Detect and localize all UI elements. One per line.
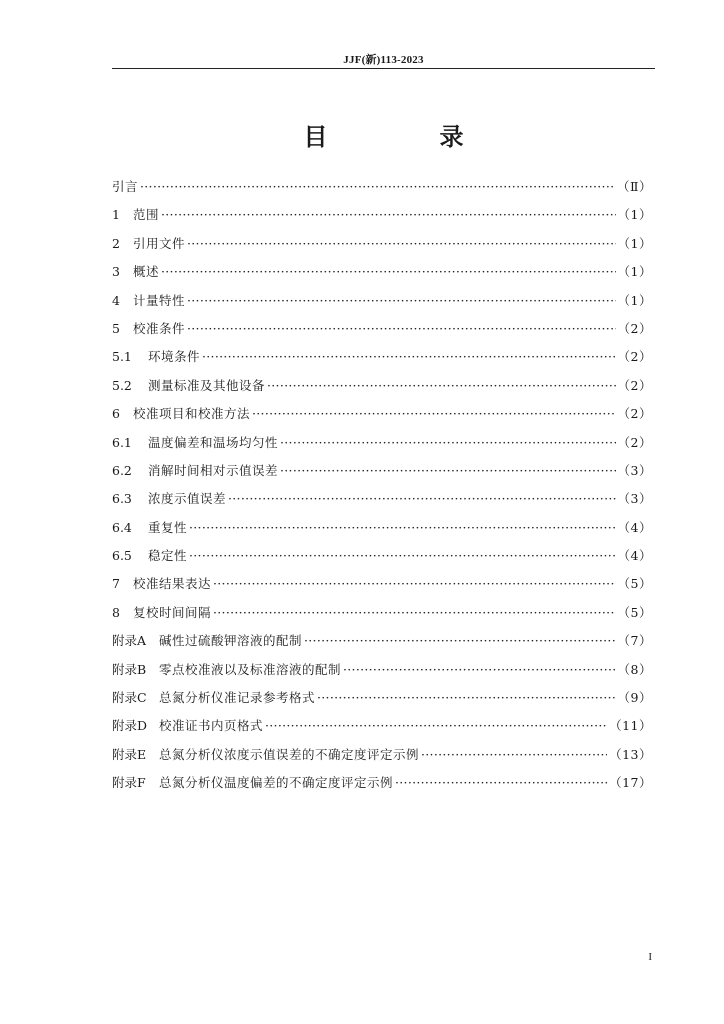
toc-entry-number: 附录A bbox=[112, 633, 147, 649]
toc-leader-dots bbox=[189, 542, 616, 570]
toc-entry-page: （2） bbox=[617, 377, 652, 393]
toc-entry[interactable] bbox=[112, 230, 652, 258]
toc-entry-number: 1 bbox=[112, 207, 120, 223]
toc-entry-page: （1） bbox=[617, 207, 652, 223]
toc-entry-label: 概述 bbox=[133, 264, 160, 280]
document-code-header: JJF(新)113-2023 bbox=[343, 54, 424, 66]
toc-entry[interactable] bbox=[112, 429, 652, 457]
toc-entry-label: 引用文件 bbox=[133, 235, 186, 251]
toc-entry-number: 附录B bbox=[112, 661, 147, 677]
toc-entry[interactable] bbox=[112, 485, 652, 513]
page-number: I bbox=[648, 951, 652, 963]
toc-entry-page: （1） bbox=[617, 235, 652, 251]
toc-entry-page: （1） bbox=[617, 264, 652, 280]
toc-entry[interactable] bbox=[112, 201, 652, 229]
toc-entry-page: （8） bbox=[617, 661, 652, 677]
toc-entry-page: （5） bbox=[617, 604, 652, 620]
toc-entry-label: 校准条件 bbox=[133, 320, 186, 336]
toc-leader-dots bbox=[267, 372, 616, 400]
toc-entry-page: （Ⅱ） bbox=[617, 179, 652, 194]
toc-entry-label: 范围 bbox=[133, 207, 160, 223]
toc-entry-label: 总氮分析仪准记录参考格式 bbox=[159, 690, 316, 706]
toc-leader-dots bbox=[252, 400, 616, 428]
toc-entry-number: 8 bbox=[112, 604, 120, 620]
toc-entry-number: 6.2 bbox=[112, 462, 132, 478]
toc-entry[interactable] bbox=[112, 627, 652, 655]
toc-entry-label: 测量标准及其他设备 bbox=[148, 377, 266, 393]
toc-entry[interactable] bbox=[112, 173, 652, 201]
toc-leader-dots bbox=[317, 684, 616, 712]
toc-leader-dots bbox=[140, 173, 615, 201]
toc-leader-dots bbox=[265, 712, 607, 740]
toc-entry[interactable] bbox=[112, 542, 652, 570]
toc-entry-number: 5.2 bbox=[112, 377, 132, 393]
toc-entry-page: （5） bbox=[617, 576, 652, 592]
toc-entry[interactable] bbox=[112, 258, 652, 286]
toc-entry[interactable] bbox=[112, 656, 652, 684]
toc-entry[interactable] bbox=[112, 684, 652, 712]
toc-entry-page: （7） bbox=[617, 633, 652, 649]
toc-leader-dots bbox=[161, 201, 616, 229]
toc-entry-label: 总氮分析仪温度偏差的不确定度评定示例 bbox=[159, 775, 394, 791]
toc-entry-page: （4） bbox=[617, 548, 652, 564]
toc-entry[interactable] bbox=[112, 343, 652, 371]
toc-entry-page: （4） bbox=[617, 519, 652, 535]
toc-entry-number: 附录E bbox=[112, 746, 147, 762]
toc-entry-number: 附录F bbox=[112, 775, 146, 791]
toc-entry-label: 计量特性 bbox=[133, 292, 186, 308]
toc-leader-dots bbox=[189, 514, 616, 542]
toc-leader-dots bbox=[395, 769, 607, 797]
toc-leader-dots bbox=[280, 457, 616, 485]
toc-entry[interactable] bbox=[112, 287, 652, 315]
toc-entry-page: （2） bbox=[617, 349, 652, 365]
toc-entry[interactable] bbox=[112, 514, 652, 542]
toc-entry[interactable] bbox=[112, 712, 652, 740]
toc-entry-label: 稳定性 bbox=[148, 548, 188, 564]
toc-entry-page: （2） bbox=[617, 434, 652, 450]
toc-entry-number: 6.3 bbox=[112, 491, 132, 507]
toc-entry-page: （13） bbox=[609, 746, 652, 762]
toc-entry-label: 校准证书内页格式 bbox=[159, 718, 264, 734]
toc-entry-number: 6.4 bbox=[112, 519, 132, 535]
toc-entry-label: 总氮分析仪浓度示值误差的不确定度评定示例 bbox=[159, 746, 420, 762]
toc-entry[interactable] bbox=[112, 570, 652, 598]
toc-entry[interactable] bbox=[112, 599, 652, 627]
toc-entry-page: （2） bbox=[617, 406, 652, 422]
toc-entry-label: 校准结果表达 bbox=[133, 576, 212, 592]
toc-leader-dots bbox=[343, 656, 616, 684]
toc-entry[interactable] bbox=[112, 315, 652, 343]
toc-leader-dots bbox=[202, 343, 616, 371]
toc-title: 目 录 bbox=[303, 123, 508, 151]
toc-entry-number: 附录D bbox=[112, 718, 148, 734]
toc-entry-number: 4 bbox=[112, 292, 120, 308]
table-of-contents bbox=[112, 173, 652, 798]
toc-entry-label: 环境条件 bbox=[148, 349, 201, 365]
toc-entry[interactable] bbox=[112, 400, 652, 428]
toc-entry-number: 5.1 bbox=[112, 349, 132, 365]
toc-entry-label: 重复性 bbox=[148, 519, 188, 535]
toc-leader-dots bbox=[421, 741, 607, 769]
toc-entry-label: 消解时间相对示值误差 bbox=[148, 462, 279, 478]
toc-leader-dots bbox=[304, 627, 616, 655]
toc-entry-label: 引言 bbox=[112, 179, 139, 194]
toc-entry-number: 2 bbox=[112, 235, 120, 251]
toc-entry-label: 碱性过硫酸钾溶液的配制 bbox=[159, 633, 303, 649]
toc-entry-label: 温度偏差和温场均匀性 bbox=[148, 434, 279, 450]
toc-entry-number: 5 bbox=[112, 320, 120, 336]
toc-entry[interactable] bbox=[112, 769, 652, 797]
toc-leader-dots bbox=[280, 429, 616, 457]
toc-leader-dots bbox=[161, 258, 616, 286]
toc-entry-number: 6.1 bbox=[112, 434, 132, 450]
toc-entry-page: （1） bbox=[617, 292, 652, 308]
toc-entry-page: （11） bbox=[609, 718, 652, 734]
toc-leader-dots bbox=[228, 485, 616, 513]
toc-entry-label: 校准项目和校准方法 bbox=[133, 406, 251, 422]
toc-entry-number: 3 bbox=[112, 264, 120, 280]
toc-entry-label: 零点校准液以及标准溶液的配制 bbox=[159, 661, 342, 677]
toc-entry-number: 6.5 bbox=[112, 548, 132, 564]
toc-leader-dots bbox=[213, 599, 616, 627]
toc-leader-dots bbox=[187, 287, 616, 315]
toc-leader-dots bbox=[213, 570, 616, 598]
toc-entry-number: 附录C bbox=[112, 690, 147, 706]
toc-entry-page: （9） bbox=[617, 690, 652, 706]
toc-entry-page: （3） bbox=[617, 462, 652, 478]
toc-entry[interactable] bbox=[112, 457, 652, 485]
toc-entry-page: （17） bbox=[609, 775, 652, 791]
toc-entry[interactable] bbox=[112, 741, 652, 769]
toc-leader-dots bbox=[187, 315, 616, 343]
header-rule bbox=[112, 68, 655, 69]
toc-entry-number: 6 bbox=[112, 406, 120, 422]
toc-entry-label: 浓度示值误差 bbox=[148, 491, 227, 507]
toc-entry[interactable] bbox=[112, 372, 652, 400]
toc-leader-dots bbox=[187, 230, 616, 258]
toc-entry-page: （3） bbox=[617, 491, 652, 507]
toc-entry-number: 7 bbox=[112, 576, 120, 592]
toc-entry-page: （2） bbox=[617, 320, 652, 336]
toc-entry-label: 复校时间间隔 bbox=[133, 604, 212, 620]
